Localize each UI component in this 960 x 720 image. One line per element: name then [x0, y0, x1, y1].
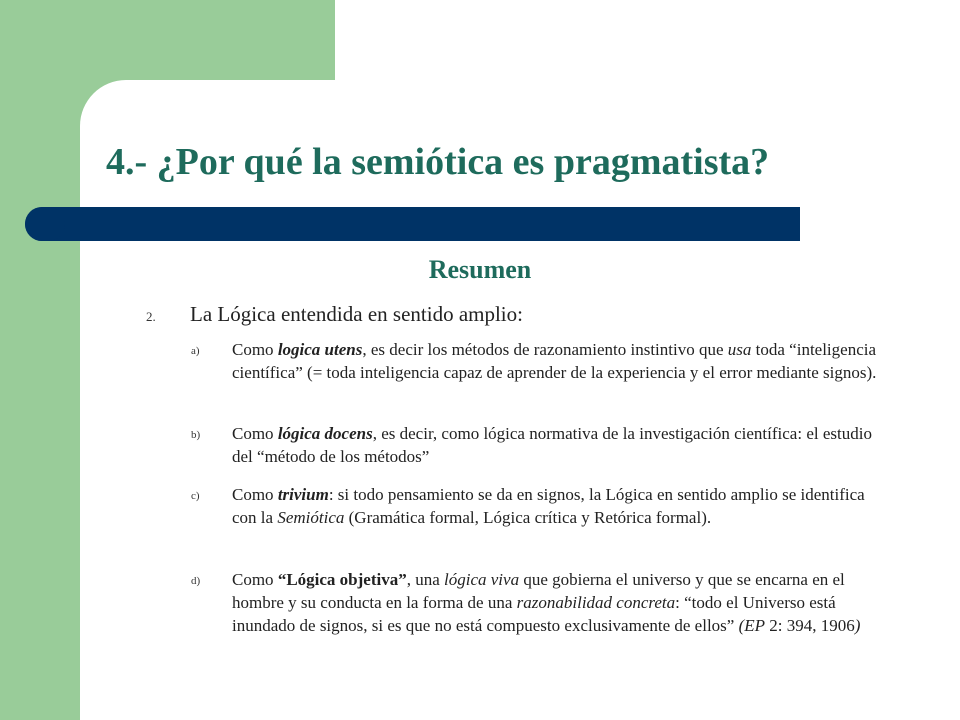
slide-subtitle: Resumen — [428, 255, 532, 284]
item-marker: a) — [191, 345, 200, 357]
list-item-a — [191, 338, 891, 384]
item-marker: d) — [191, 575, 201, 587]
list-item-b — [191, 422, 891, 468]
slide-title: 4.- ¿Por qué la semiótica es pragmatista? — [106, 141, 770, 183]
list-item-d — [191, 568, 891, 637]
title-underline-bar — [25, 207, 800, 241]
point-number: 2. — [146, 309, 156, 324]
item-marker: b) — [191, 429, 201, 441]
list-item-c — [191, 483, 891, 529]
point-2 — [146, 302, 523, 327]
item-term: trivium — [277, 485, 329, 504]
item-term: lógica docens — [277, 424, 373, 443]
item-text: Como lógica docens, es decir, como lógica normativa de la investigación científica: el estudio del “método de los métodos” — [232, 424, 872, 466]
item-text: Como logica utens, es decir los métodos de razonamiento instintivo que usa toda “inteligencia científica” (= toda inteligencia capaz de aprender de la experiencia y el error mediante signos). — [232, 340, 877, 382]
item-term: logica utens — [277, 340, 363, 359]
title-bar-knob — [25, 207, 65, 241]
item-marker: c) — [191, 490, 200, 502]
point-text: La Lógica entendida en sentido amplio: — [190, 302, 523, 326]
item-text: Como “Lógica objetiva”, una lógica viva que gobierna el universo y que se encarna en el hombre y su conducta en la forma de una razonabilidad concreta: “todo el Universo está inundado de signos, si es que no está compuesto exclusivamente de ellos” (EP 2: 394, 1906) — [232, 570, 861, 635]
green-left-strip — [0, 0, 80, 720]
item-term: “Lógica objetiva” — [277, 570, 407, 589]
item-text: Como trivium: si todo pensamiento se da en signos, la Lógica en sentido amplio se identifica con la Semiótica (Gramática formal, Lógica crítica y Retórica formal). — [232, 485, 865, 527]
